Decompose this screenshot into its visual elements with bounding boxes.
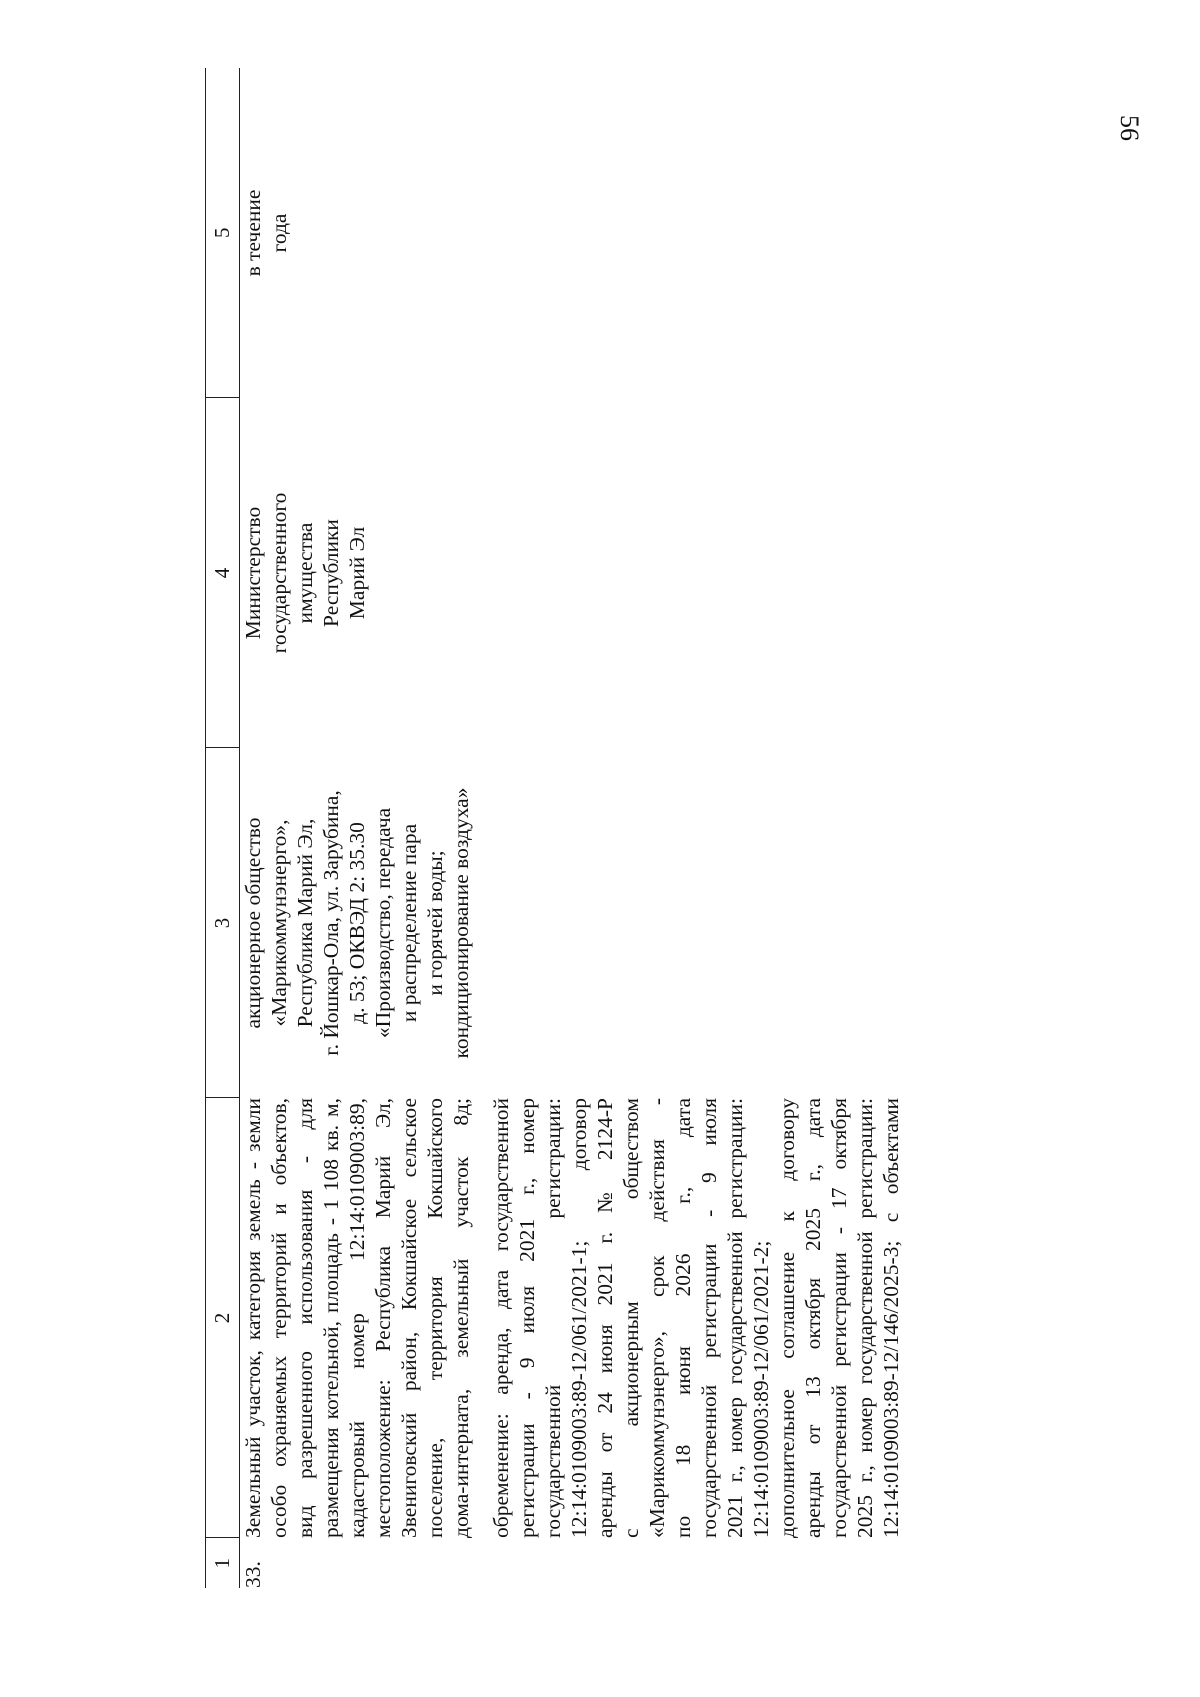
description-line: Земельный участок, категория земель - земли: [241, 1098, 265, 1538]
term-cell: [240, 68, 905, 398]
description-line: 2021 г., номер государственной регистрации:: [723, 1098, 747, 1538]
page-number: 56: [1115, 115, 1144, 141]
owner-line: «Производство, передача: [371, 807, 395, 1039]
description-paragraph-land: [240, 1098, 474, 1538]
column-number-5: 5: [206, 68, 240, 398]
property-table: [205, 68, 904, 1588]
responsible-line: имущества: [293, 522, 317, 624]
column-number-4: 4: [206, 398, 240, 748]
responsible-body: [240, 398, 905, 748]
term-line: года: [267, 213, 291, 253]
description-line: 12:14:0109003:89-12/146/2025-3; с объектами: [879, 1098, 903, 1538]
description-line: особо охраняемых территорий и объектов,: [267, 1098, 291, 1538]
description-line: аренды от 13 октября 2025 г., дата: [801, 1098, 825, 1538]
property-description: [240, 1098, 905, 1538]
description-line: «Марикоммунэнерго», срок действия -: [645, 1098, 669, 1538]
responsible-line: Министерство: [241, 506, 265, 640]
description-line: размещения котельной, площадь - 1 108 кв. м,: [319, 1098, 343, 1538]
description-line: вид разрешенного использования - для: [293, 1098, 317, 1538]
table-header-row: [206, 68, 240, 1588]
description-line: Звениговский район, Кокшайское сельское: [397, 1098, 421, 1538]
row-number: 33.: [241, 1561, 265, 1588]
owner-line: и распределение пара: [397, 823, 421, 1023]
description-line: аренды от 24 июня 2021 г. № 2124-Р: [593, 1098, 617, 1538]
description-line: государственной регистрации - 17 октября: [827, 1098, 851, 1538]
owner-line: и горячей воды;: [423, 850, 447, 996]
description-line: дополнительное соглашение к договору: [775, 1098, 799, 1538]
rotated-page-content: [205, 68, 1095, 1588]
description-line: дома-интерната, земельный участок 8д;: [449, 1098, 473, 1538]
description-line: государственной регистрации:: [541, 1098, 565, 1538]
description-line: поселение, территория Кокшайского: [423, 1098, 447, 1538]
owner-line: Республика Марий Эл,: [293, 818, 317, 1028]
table-row: [240, 68, 905, 1588]
description-line: кадастровый номер 12:14:0109003:89,: [345, 1098, 369, 1538]
responsible-line: Республики: [319, 519, 343, 627]
description-line: 12:14:0109003:89-12/061/2021-2;: [749, 1240, 773, 1538]
owner-line: г. Йошкар-Ола, ул. Зарубина,: [319, 790, 343, 1056]
column-number-2: 2: [206, 1098, 240, 1538]
description-paragraph-encumbrance: [488, 1098, 774, 1538]
owner-line: д. 53; ОКВЭД 2: 35.30: [345, 822, 369, 1024]
description-paragraph-agreement: [774, 1098, 904, 1538]
owner-line: акционерное общество: [241, 817, 265, 1029]
description-line: обременение: аренда, дата государственной: [489, 1098, 513, 1538]
column-number-3: 3: [206, 748, 240, 1098]
owner-info: [240, 748, 905, 1098]
description-line: 2025 г., номер государственной регистрации:: [853, 1098, 877, 1538]
description-line: 12:14:0109003:89-12/061/2021-1; договор: [567, 1098, 591, 1538]
owner-line: кондиционирование воздуха»: [449, 787, 473, 1059]
responsible-line: Марий Эл: [345, 526, 369, 620]
description-line: регистрации - 9 июля 2021 г., номер: [515, 1098, 539, 1538]
description-line: с акционерным обществом: [619, 1098, 643, 1538]
term-line: в течение: [241, 189, 265, 277]
column-number-1: 1: [206, 1538, 240, 1588]
description-line: по 18 июня 2026 г., дата: [671, 1098, 695, 1538]
description-line: местоположение: Республика Марий Эл,: [371, 1098, 395, 1538]
owner-line: «Марикоммунэнерго»,: [267, 819, 291, 1027]
responsible-line: государственного: [267, 492, 291, 654]
description-line: государственной регистрации - 9 июля: [697, 1098, 721, 1538]
